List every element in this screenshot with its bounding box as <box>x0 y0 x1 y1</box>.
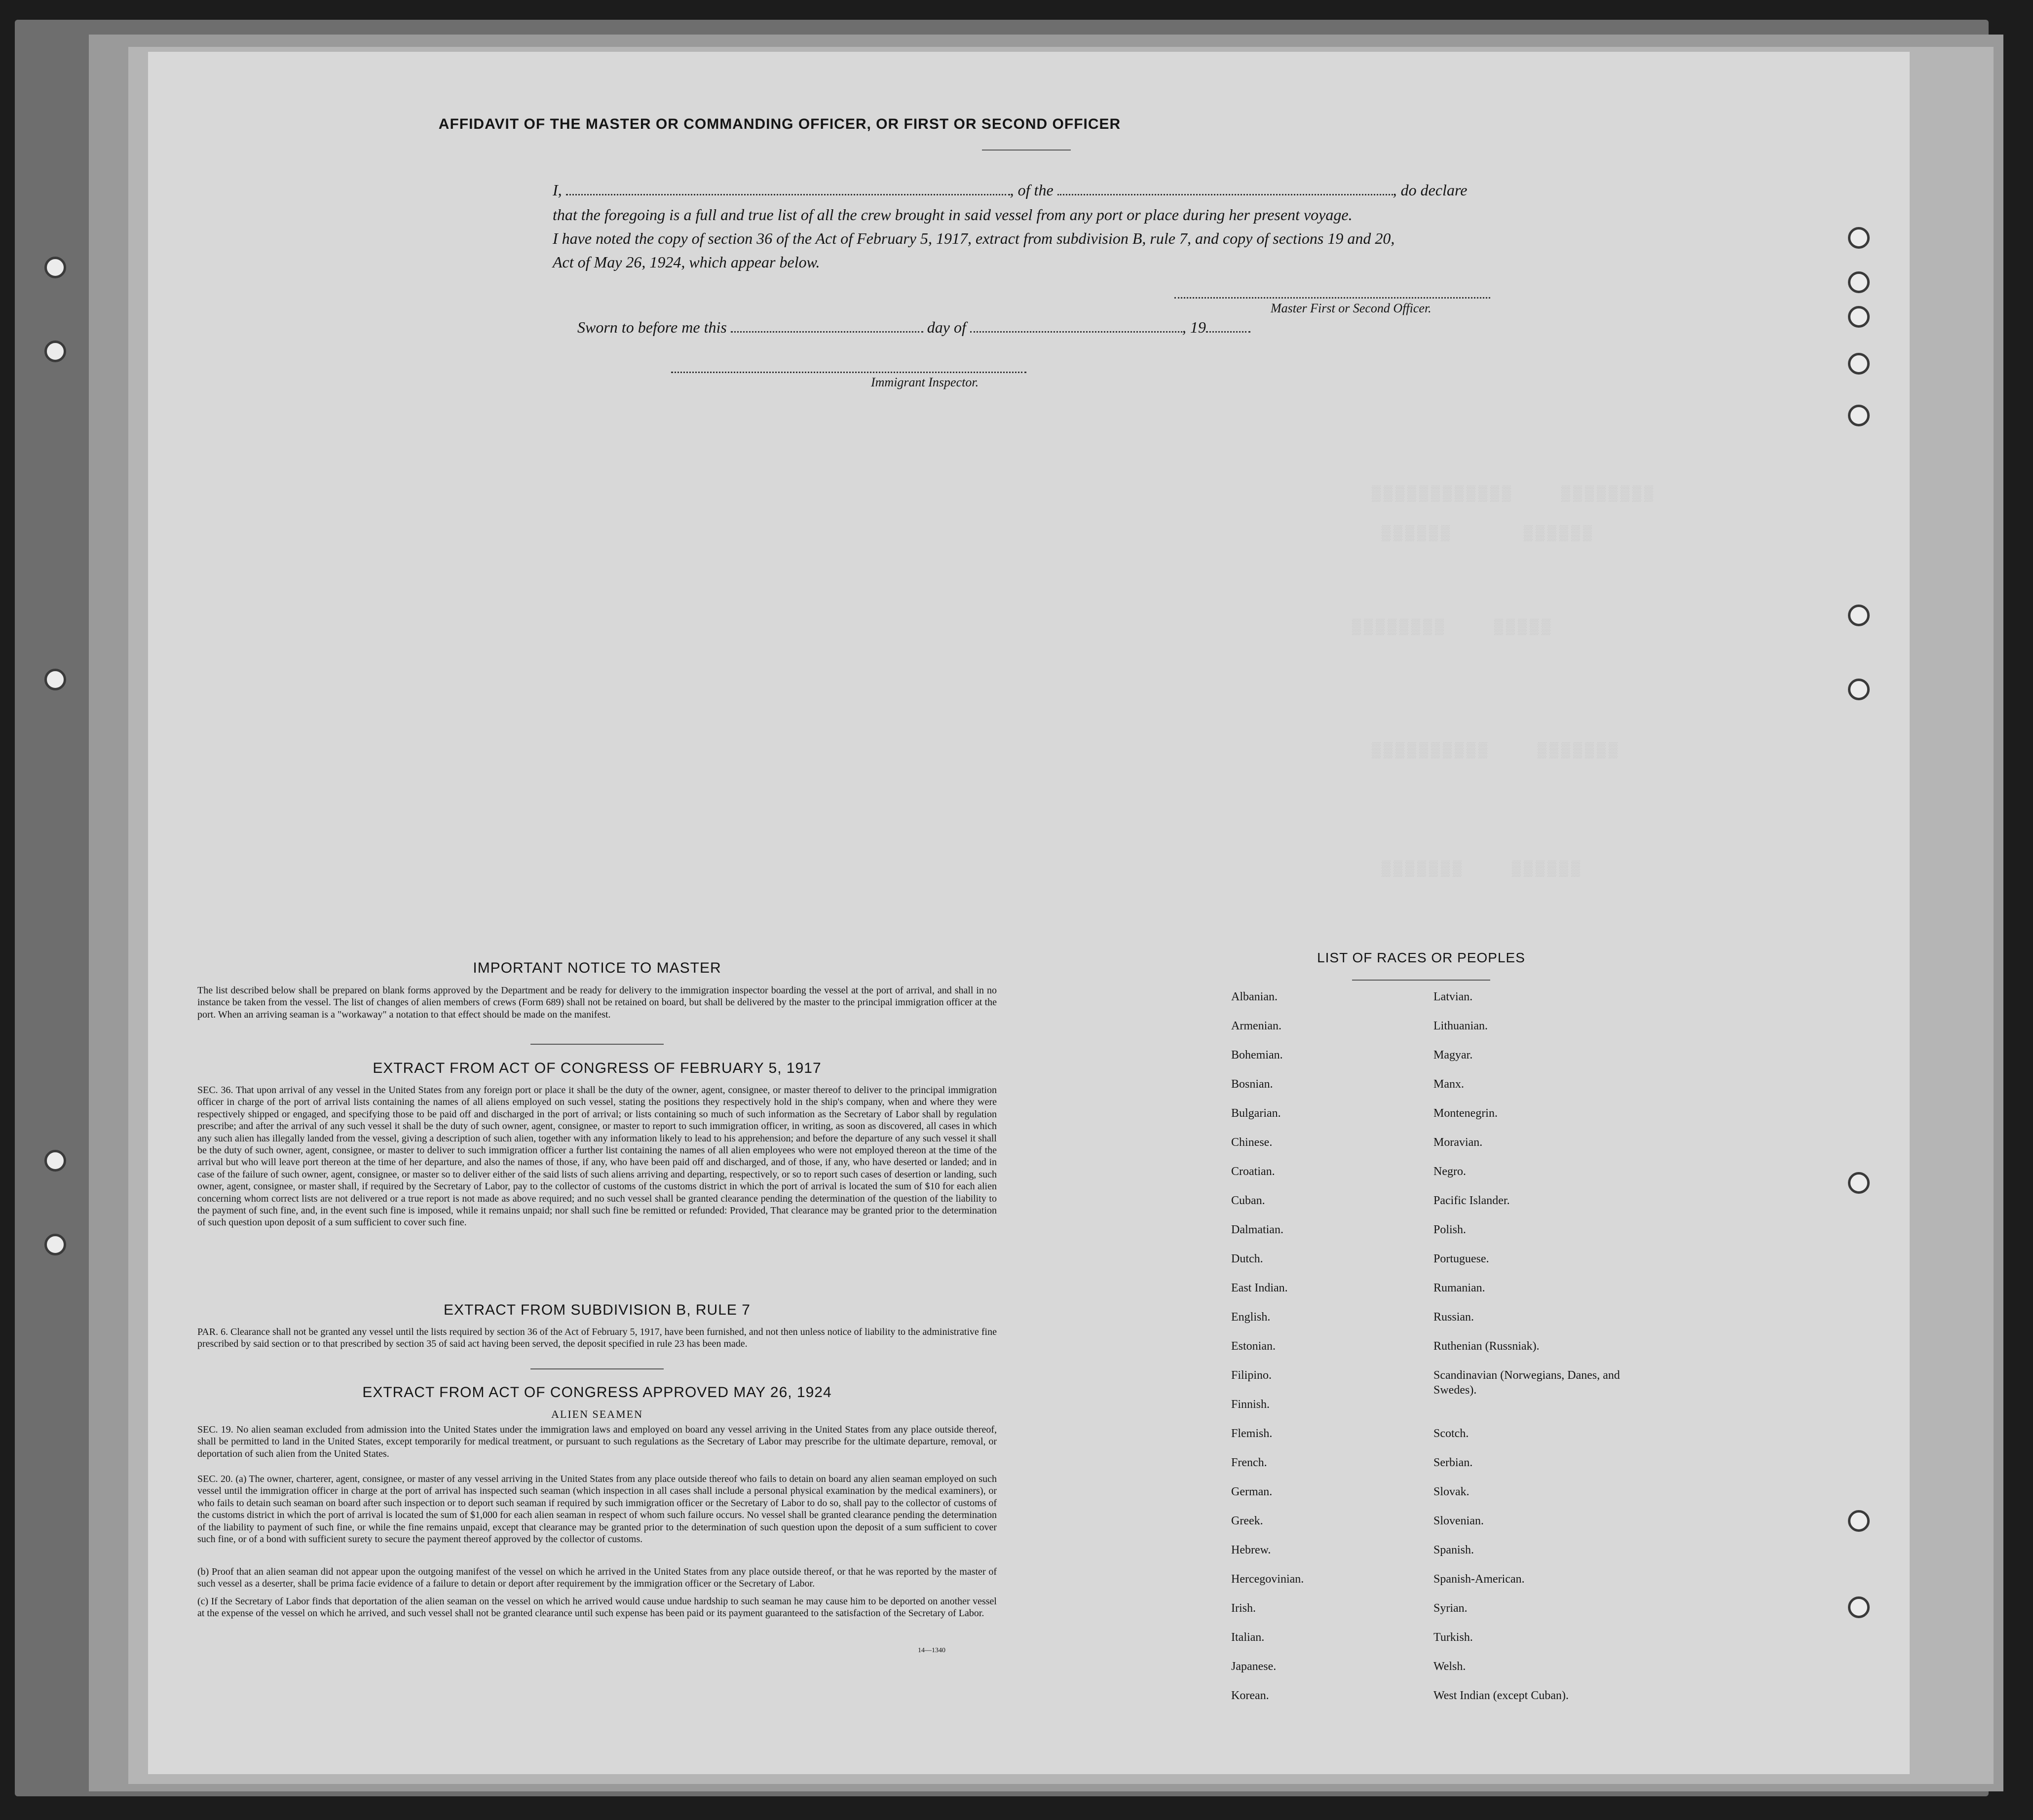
race-item: Welsh. <box>1433 1660 1466 1673</box>
affidavit-line-2: that the foregoing is a full and true list of all the crew brought in said vessel from any port or place during her present voyage. <box>553 206 1353 224</box>
binder-hole <box>1848 679 1870 700</box>
race-item: Dalmatian. <box>1231 1223 1283 1236</box>
race-item: Korean. <box>1231 1689 1269 1702</box>
race-item: Flemish. <box>1231 1427 1273 1440</box>
race-item: Cuban. <box>1231 1194 1265 1207</box>
bleed-through: ▒▒▒▒▒▒▒ ▒▒▒▒▒▒ <box>1382 861 1583 878</box>
section-20a-text: SEC. 20. (a) The owner, charterer, agent, consignee, or master of any vessel arriving in the United States from any place outside thereof who fails to detain on board any alien seaman employed on such vessel until the immigration officer in charge at the port of arrival has inspected such seaman (which inspection in all cases shall include a personal physical examination by the medical examiners), or who fails to detain such seaman on board after such inspection or to deport such seaman if required by such immigration officer or the Secretary of Labor to do so, shall pay to the collector of customs of the customs district in which the port of arrival is located the sum of $1,000 for each alien seaman in respect of whom such failure occurs. No vessel shall be granted clearance pending the determination of the liability to payment of such fine, or while the fine remains unpaid, except that clearance may be granted prior to the determination of such question upon the deposit of a sum sufficient to cover such fine, or of a bond with sufficient surety to secure the payment thereof approved by the collector of customs. <box>197 1474 997 1545</box>
binder-hole <box>1848 353 1870 375</box>
races-divider <box>1352 980 1490 981</box>
extract-1924-title: EXTRACT FROM ACT OF CONGRESS APPROVED MAY 26, 1924 <box>362 1384 832 1401</box>
inspector-signature-label: Immigrant Inspector. <box>871 375 979 389</box>
race-item: Moravian. <box>1433 1136 1483 1149</box>
rule-7-text: PAR. 6. Clearance shall not be granted any vessel until the lists required by section 36 of the Act of February 5, 1917, have been furnished, and not then unless notice of liability to the administrative fine prescribed by said section or to that prescribed by section 35 of said act having been served, the deposit specified in rule 23 has been made. <box>197 1327 997 1350</box>
race-item: Japanese. <box>1231 1660 1277 1673</box>
race-item: Slovak. <box>1433 1485 1469 1498</box>
binder-hole <box>44 341 66 362</box>
bleed-through: ▒▒▒▒▒▒▒▒ ▒▒▒▒▒ <box>1352 619 1554 636</box>
race-item: Croatian. <box>1231 1165 1275 1178</box>
extract-1917-title: EXTRACT FROM ACT OF CONGRESS OF FEBRUARY 5, 1917 <box>373 1060 822 1076</box>
extract-1917-text: SEC. 36. That upon arrival of any vessel in the United States from any foreign port or place it shall be the duty of the owner, agent, consignee, or master thereof to deliver to the principal immigration officer in charge of the port of arrival lists containing the names of all aliens employed on such vessel, stating the positions they respectively hold in the ship's company, when and where they were respectively shipped or engaged, and specifying those to be paid off and discharged in the port of arrival; or lists containing so much of such information as the Secretary of Labor shall by regulation prescribe; and after the arrival of any such vessel it shall be the duty of such owner, agent, consignee, or master to report to such immigration officer, in writing, as soon as discovered, all cases in which any such alien has illegally landed from the vessel, giving a description of such alien, together with any information likely to lead to his apprehension; and before the departure of any such vessel it shall be the duty of such owner, agent, consignee, or master to deliver to such immigration officer a further list containing the names of all alien employees who were not employed thereon at the time of the arrival but who will leave port thereon at the time of her departure, and also the names of those, if any, who have been paid off and discharged, and of those, if any, who have deserted or landed; and in case of the failure of such owner, agent, consignee, or master so to deliver either of the said lists of such aliens arriving and departing, respectively, or so to report such cases of desertion or landing, such owner, agent, consignee, or master shall, if required by the Secretary of Labor, pay to the collector of customs of the customs district in which the port of arrival is located the sum of $10 for each alien concerning whom correct lists are not delivered or a true report is not made as above required; and no such vessel shall be granted clearance pending the determination of the question of the liability to the payment of such fine, and, in the event such fine is imposed, while it remains unpaid; nor shall such fine be remitted or refunded: Provided, That clearance may be granted prior to the determination of such question upon deposit of a sum sufficient to cover such fine. <box>197 1085 997 1228</box>
affidavit-line-3: I have noted the copy of section 36 of the Act of February 5, 1917, extract from subdivision B, rule 7, and copy of sections 19 and 20, <box>553 229 1395 247</box>
alien-seamen-subtitle: ALIEN SEAMEN <box>551 1408 643 1420</box>
race-item: French. <box>1231 1456 1267 1469</box>
binder-hole <box>1848 605 1870 626</box>
race-item: Bohemian. <box>1231 1049 1283 1062</box>
race-item: Hebrew. <box>1231 1544 1271 1556</box>
title-divider <box>982 150 1071 151</box>
binder-hole <box>1848 405 1870 426</box>
race-item: Manx. <box>1433 1078 1464 1091</box>
race-item: Latvian. <box>1433 990 1473 1003</box>
race-item: Filipino. <box>1231 1369 1272 1382</box>
notice-title: IMPORTANT NOTICE TO MASTER <box>473 960 721 976</box>
binder-hole <box>44 257 66 278</box>
races-left-column <box>1231 989 1304 1717</box>
race-item: Finnish. <box>1231 1398 1270 1411</box>
race-item: West Indian (except Cuban). <box>1433 1689 1569 1702</box>
notice-text: The list described below shall be prepared on blank forms approved by the Department and be ready for delivery to the immigration inspector boarding the vessel at the port of arrival, and shall in no instance be taken from the vessel. The list of changes of alien members of crews (Form 689) shall not be retained on board, but shall be delivered by the master to the principal immigration officer at the port. When an arriving seaman is a "workaway" a notation to that effect should be made on the manifest. <box>197 985 997 1020</box>
race-item: Hercegovinian. <box>1231 1573 1304 1586</box>
race-item: Slovenian. <box>1433 1515 1484 1527</box>
master-signature-line <box>1174 297 1490 299</box>
section-divider <box>530 1368 664 1369</box>
race-item: Magyar. <box>1433 1049 1473 1062</box>
section-20b-text: (b) Proof that an alien seaman did not appear upon the outgoing manifest of the vessel on which he arrived in the United States from any place outside thereof, or that he was reported by the master of such vessel as a deserter, shall be prima facie evidence of a failure to detain or deport after requirement by the immigration officer or the Secretary of Labor. <box>197 1566 997 1590</box>
race-item: Spanish. <box>1433 1544 1474 1556</box>
form-number: 14—1340 <box>918 1647 945 1654</box>
race-item: Italian. <box>1231 1631 1265 1644</box>
race-item: English. <box>1231 1311 1271 1324</box>
race-item: German. <box>1231 1485 1273 1498</box>
binder-hole <box>1848 1596 1870 1618</box>
binder-hole <box>1848 1510 1870 1532</box>
affidavit-line-4: Act of May 26, 1924, which appear below. <box>553 253 820 271</box>
binder-hole <box>1848 306 1870 328</box>
race-item: Scotch. <box>1433 1427 1469 1440</box>
race-item: Scandinavian (Norwegians, Danes, and Swedes). <box>1433 1369 1620 1397</box>
race-item: Estonian. <box>1231 1340 1276 1353</box>
affidavit-declaration-line: I, , of the , do declare <box>553 181 1468 199</box>
races-title: LIST OF RACES OR PEOPLES <box>1317 950 1525 965</box>
binder-hole <box>1848 227 1870 249</box>
race-item: Serbian. <box>1433 1456 1473 1469</box>
race-item: East Indian. <box>1231 1282 1288 1294</box>
race-item: Bulgarian. <box>1231 1107 1281 1120</box>
race-item: Greek. <box>1231 1515 1263 1527</box>
race-item: Portuguese. <box>1433 1252 1489 1265</box>
binder-hole <box>44 669 66 690</box>
inspector-signature-line <box>671 372 1026 373</box>
race-item: Bosnian. <box>1231 1078 1273 1091</box>
sworn-line: Sworn to before me this day of , 19 <box>577 318 1250 337</box>
rule-7-title: EXTRACT FROM SUBDIVISION B, RULE 7 <box>444 1302 751 1318</box>
race-item: Spanish-American. <box>1433 1573 1525 1586</box>
bleed-through: ▒▒▒▒▒▒▒▒▒▒ ▒▒▒▒▒▒▒ <box>1372 743 1621 759</box>
race-item: Chinese. <box>1231 1136 1273 1149</box>
race-item: Negro. <box>1433 1165 1466 1178</box>
binder-hole <box>1848 271 1870 293</box>
race-item: Turkish. <box>1433 1631 1473 1644</box>
bleed-through: ▒▒▒▒▒▒▒▒▒▒▒▒ ▒▒▒▒▒▒▒▒ <box>1372 486 1657 503</box>
race-item: Albanian. <box>1231 990 1278 1003</box>
section-divider <box>530 1044 664 1045</box>
race-item: Armenian. <box>1231 1020 1281 1032</box>
races-right-column <box>1433 989 1641 1717</box>
affidavit-title: AFFIDAVIT OF THE MASTER OR COMMANDING OFFICER, OR FIRST OR SECOND OFFICER <box>438 116 1121 132</box>
binder-hole <box>1848 1172 1870 1194</box>
section-19-text: SEC. 19. No alien seaman excluded from admission into the United States under the immigration laws and employed on board any vessel arriving in the United States from any place outside thereof, shall be permitted to land in the United States, except temporarily for medical treatment, or pursuant to such regulations as the Secretary of Labor may prescribe for the ultimate departure, removal, or deportation of such alien from the United States. <box>197 1424 997 1459</box>
race-item: Syrian. <box>1433 1602 1468 1615</box>
race-item: Montenegrin. <box>1433 1107 1498 1120</box>
race-item: Lithuanian. <box>1433 1020 1488 1032</box>
race-item: Dutch. <box>1231 1252 1263 1265</box>
document-page <box>148 52 1910 1774</box>
section-20c-text: (c) If the Secretary of Labor finds that deportation of the alien seaman on the vessel on which he arrived would cause undue hardship to such seaman he may cause him to be deported on another vessel at the expense of the vessel on which he arrived, and such vessel shall not be granted clearance until such expense has been paid or its payment guaranteed to the satisfaction of the Secretary of Labor. <box>197 1596 997 1619</box>
race-item: Russian. <box>1433 1311 1474 1324</box>
bleed-through: ▒▒▒▒▒▒ ▒▒▒▒▒▒ <box>1382 526 1595 542</box>
race-item: Irish. <box>1231 1602 1256 1615</box>
binder-hole <box>44 1150 66 1172</box>
race-item: Ruthenian (Russniak). <box>1433 1340 1540 1353</box>
master-signature-label: Master First or Second Officer. <box>1271 301 1431 315</box>
race-item: Rumanian. <box>1433 1282 1485 1294</box>
binder-hole <box>44 1234 66 1255</box>
race-item: Pacific Islander. <box>1433 1194 1510 1207</box>
race-item: Polish. <box>1433 1223 1467 1236</box>
